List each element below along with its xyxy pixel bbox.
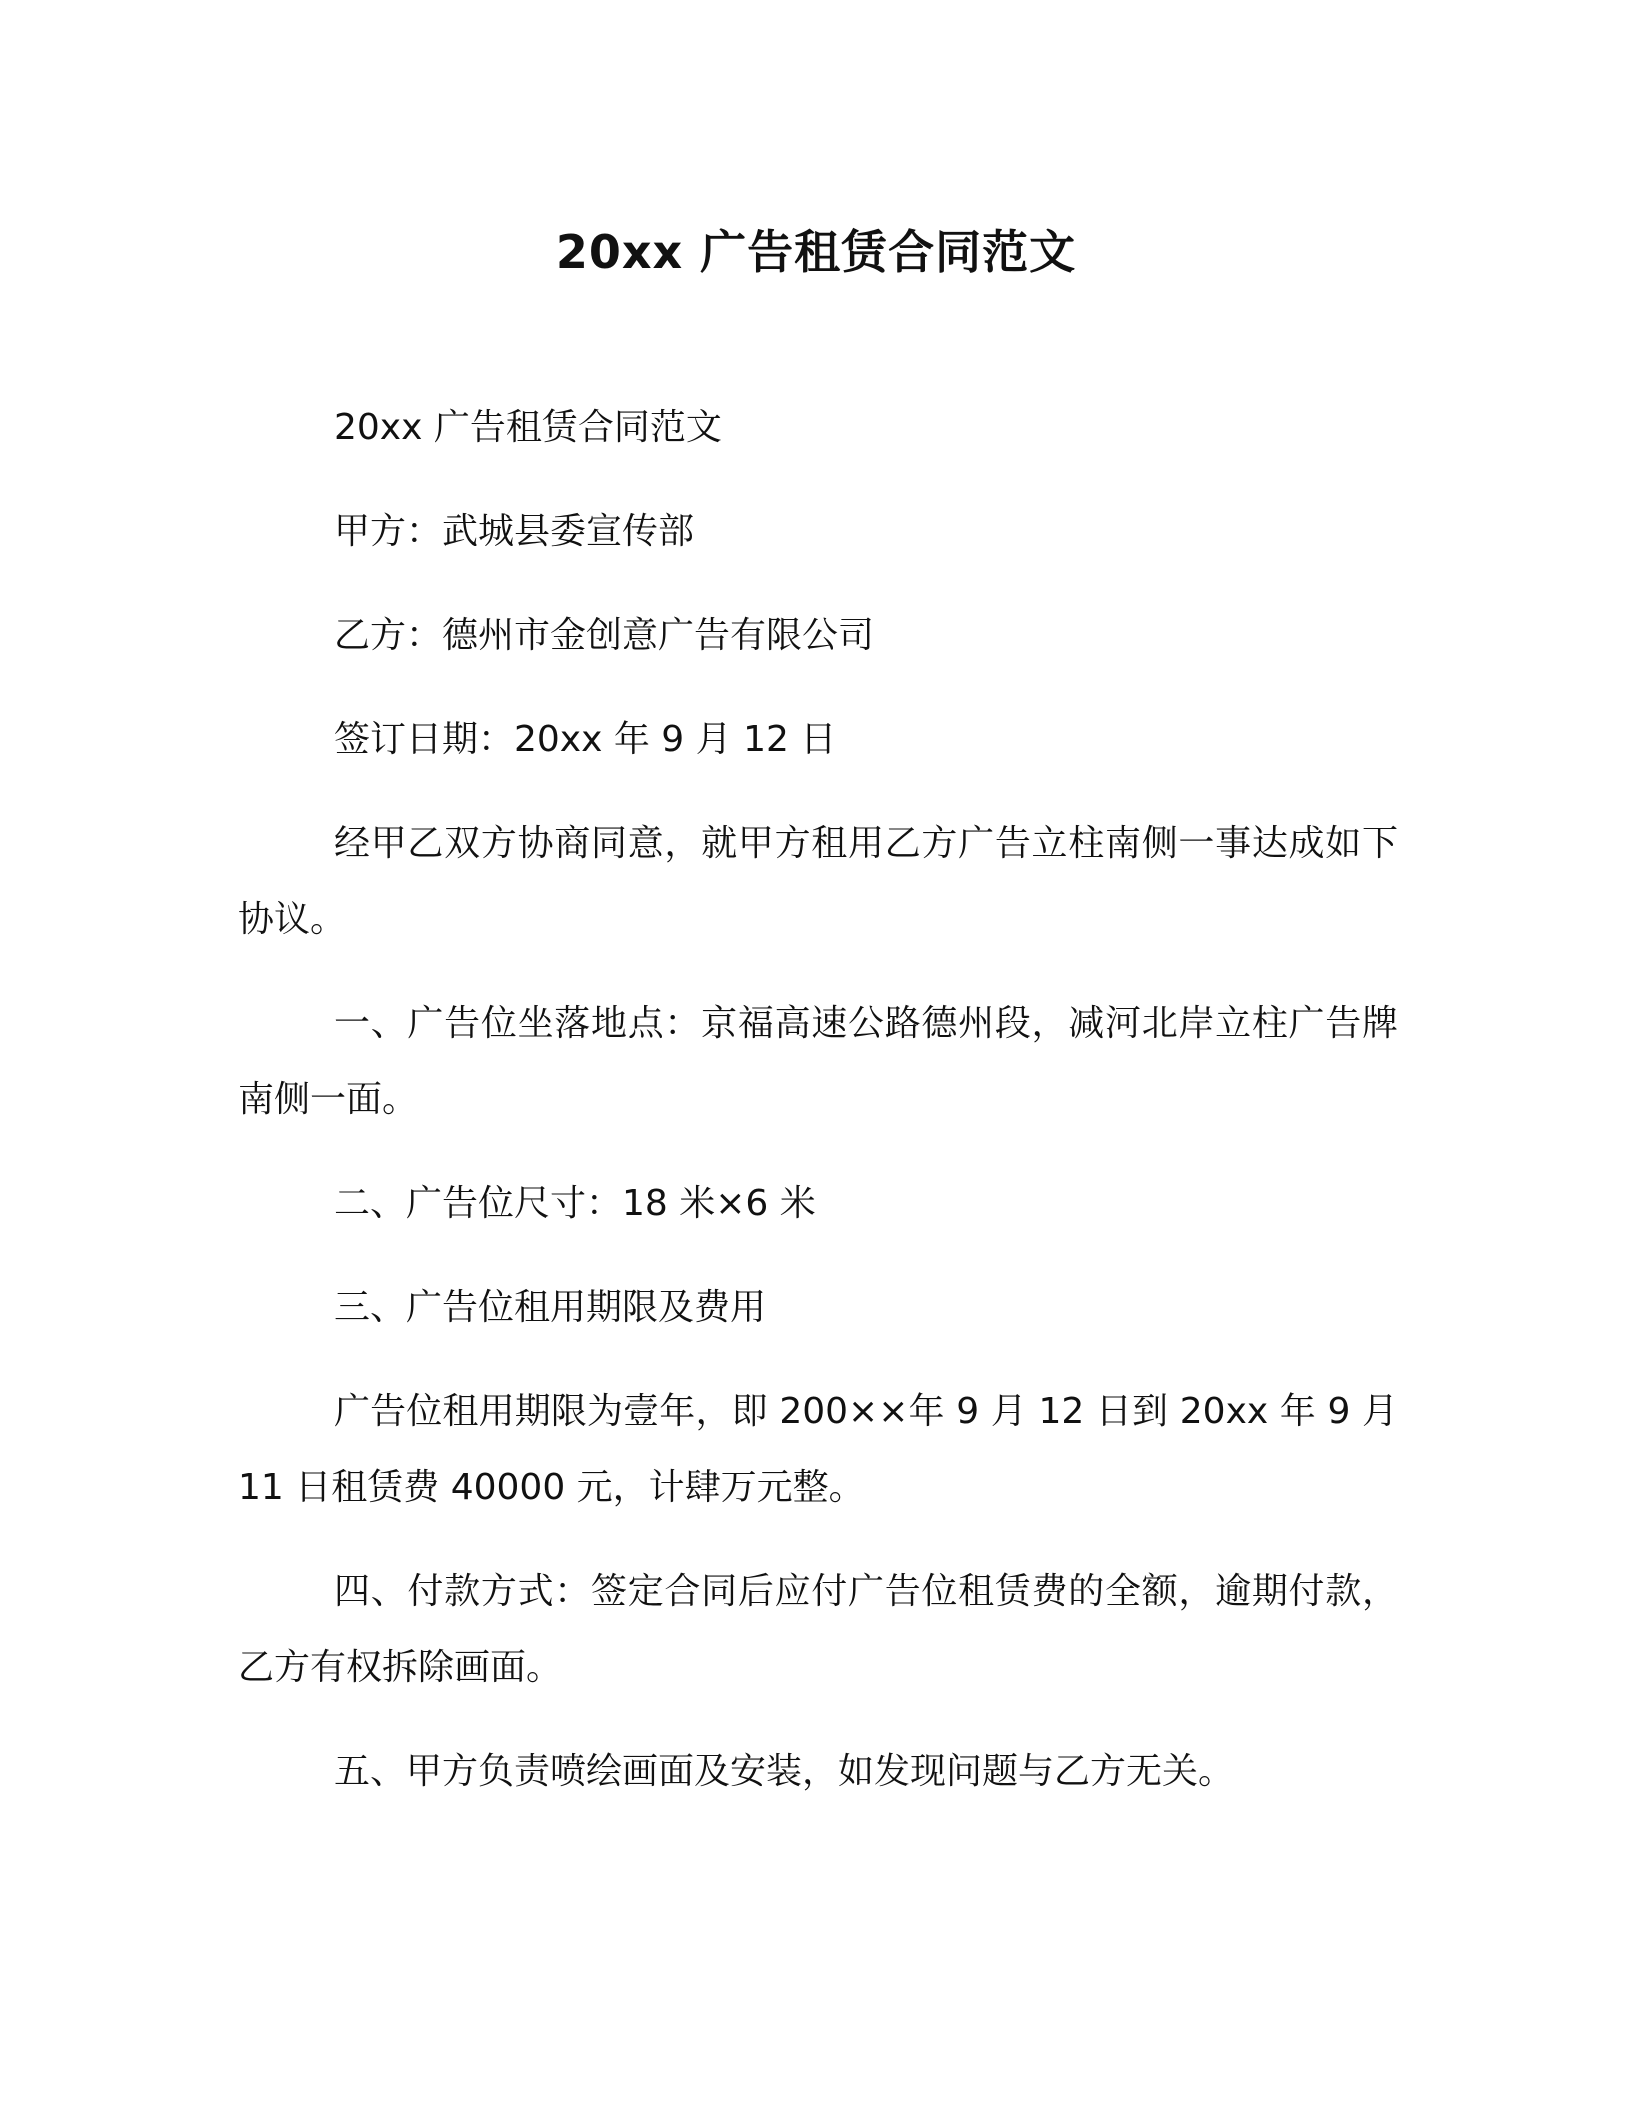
paragraph-party-b: 乙方：德州市金创意广告有限公司 [334, 615, 875, 656]
paragraph-clause-3: 三、广告位租用期限及费用 [334, 1287, 767, 1328]
paragraph-sign-date: 签订日期：20xx 年 9 月 12 日 [334, 719, 837, 760]
paragraph-clause-2: 二、广告位尺寸：18 米×6 米 [334, 1183, 816, 1224]
paragraph-agreement: 经甲乙双方协商同意，就甲方租用乙方广告立柱南侧一事达成如下协议。 [238, 823, 1398, 940]
paragraph-party-a: 甲方：武城县委宣传部 [334, 511, 695, 552]
paragraph-clause-4: 四、付款方式：签定合同后应付广告位租赁费的全额，逾期付款，乙方有权拆除画面。 [238, 1571, 1398, 1688]
paragraph-heading: 20xx 广告租赁合同范文 [334, 407, 722, 448]
paragraph-clause-1: 一、广告位坐落地点：京福高速公路德州段，减河北岸立柱广告牌南侧一面。 [238, 1003, 1398, 1120]
paragraph-term-fee: 广告位租用期限为壹年，即 200××年 9 月 12 日到 20xx 年 9 月 11 日租赁费 40000 元，计肆万元整。 [238, 1391, 1398, 1508]
paragraph-clause-5: 五、甲方负责喷绘画面及安装，如发现问题与乙方无关。 [334, 1751, 1235, 1792]
document-body [238, 390, 1398, 1838]
document-title: 20xx 广告租赁合同范文 [555, 225, 1077, 279]
